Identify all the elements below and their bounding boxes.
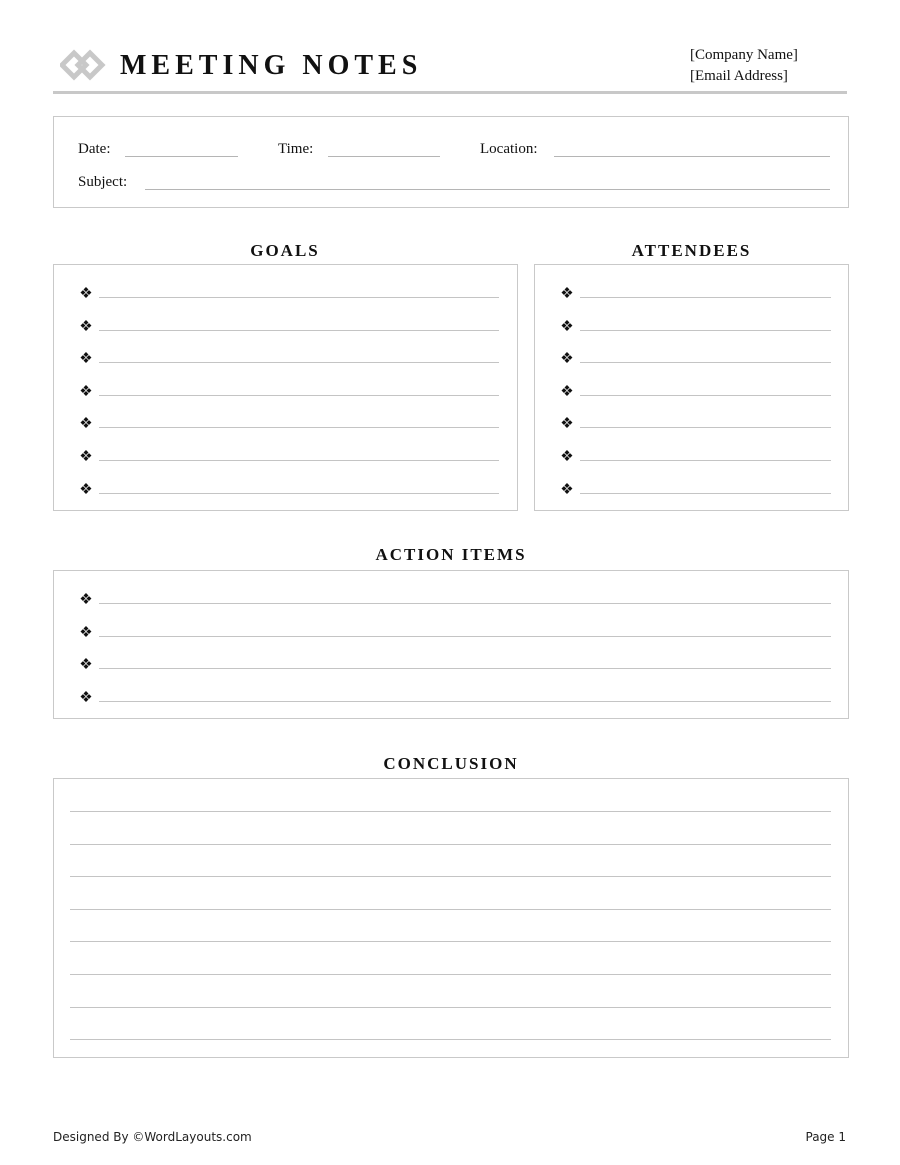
bullet-icon: ❖	[79, 657, 93, 674]
conclusion-heading: CONCLUSION	[383, 754, 519, 773]
company-info	[690, 45, 798, 87]
bullet-icon: ❖	[79, 624, 93, 641]
location-field[interactable]	[554, 156, 830, 157]
action-item-line[interactable]	[99, 603, 831, 604]
goals-box	[53, 264, 518, 511]
attendees-box	[534, 264, 849, 511]
goal-line[interactable]	[99, 427, 499, 428]
action-item-line[interactable]	[99, 636, 831, 637]
time-label: Time:	[278, 141, 314, 157]
action-item-line[interactable]	[99, 668, 831, 669]
goal-line[interactable]	[99, 493, 499, 494]
bullet-icon: ❖	[560, 318, 574, 335]
bullet-icon: ❖	[560, 383, 574, 400]
location-label: Location:	[480, 141, 538, 157]
meeting-info-box	[53, 116, 849, 208]
diamond-logo-icon	[60, 42, 106, 88]
goal-line[interactable]	[99, 460, 499, 461]
page-title: MEETING NOTES	[120, 50, 423, 81]
bullet-icon: ❖	[79, 481, 93, 498]
goal-line[interactable]	[99, 395, 499, 396]
bullet-icon: ❖	[560, 416, 574, 433]
subject-label: Subject:	[78, 174, 128, 190]
company-name: [Company Name]	[690, 47, 798, 63]
attendee-line[interactable]	[580, 493, 831, 494]
action-items-box	[53, 570, 849, 719]
email-address: [Email Address]	[690, 68, 788, 84]
time-field[interactable]	[328, 156, 440, 157]
goal-line[interactable]	[99, 330, 499, 331]
goals-heading: GOALS	[250, 241, 320, 260]
conclusion-line[interactable]	[70, 844, 831, 845]
attendee-line[interactable]	[580, 427, 831, 428]
goal-line[interactable]	[99, 362, 499, 363]
conclusion-line[interactable]	[70, 876, 831, 877]
conclusion-line[interactable]	[70, 1007, 831, 1008]
action-items-heading: ACTION ITEMS	[375, 545, 527, 564]
goal-line[interactable]	[99, 297, 499, 298]
footer-credit: Designed By ©WordLayouts.com	[53, 1130, 252, 1144]
conclusion-line[interactable]	[70, 909, 831, 910]
bullet-icon: ❖	[79, 383, 93, 400]
bullet-icon: ❖	[79, 592, 93, 608]
bullet-icon: ❖	[79, 318, 93, 335]
bullet-icon: ❖	[560, 449, 574, 465]
date-field[interactable]	[125, 156, 238, 157]
header-divider	[53, 91, 847, 94]
conclusion-line[interactable]	[70, 811, 831, 812]
attendee-line[interactable]	[580, 395, 831, 396]
bullet-icon: ❖	[560, 351, 574, 368]
bullet-icon: ❖	[79, 416, 93, 433]
date-label: Date:	[78, 141, 111, 157]
attendees-heading: ATTENDEES	[631, 241, 752, 260]
subject-field[interactable]	[145, 189, 830, 190]
attendee-line[interactable]	[580, 297, 831, 298]
conclusion-line[interactable]	[70, 1039, 831, 1040]
attendee-line[interactable]	[580, 362, 831, 363]
page-number: Page 1	[805, 1130, 846, 1144]
attendee-line[interactable]	[580, 460, 831, 461]
attendee-line[interactable]	[580, 330, 831, 331]
conclusion-box	[53, 778, 849, 1058]
bullet-icon: ❖	[560, 286, 574, 302]
conclusion-line[interactable]	[70, 941, 831, 942]
bullet-icon: ❖	[79, 449, 93, 465]
conclusion-line[interactable]	[70, 974, 831, 975]
bullet-icon: ❖	[560, 481, 574, 498]
bullet-icon: ❖	[79, 286, 93, 302]
action-item-line[interactable]	[99, 701, 831, 702]
bullet-icon: ❖	[79, 351, 93, 368]
bullet-icon: ❖	[79, 689, 93, 706]
